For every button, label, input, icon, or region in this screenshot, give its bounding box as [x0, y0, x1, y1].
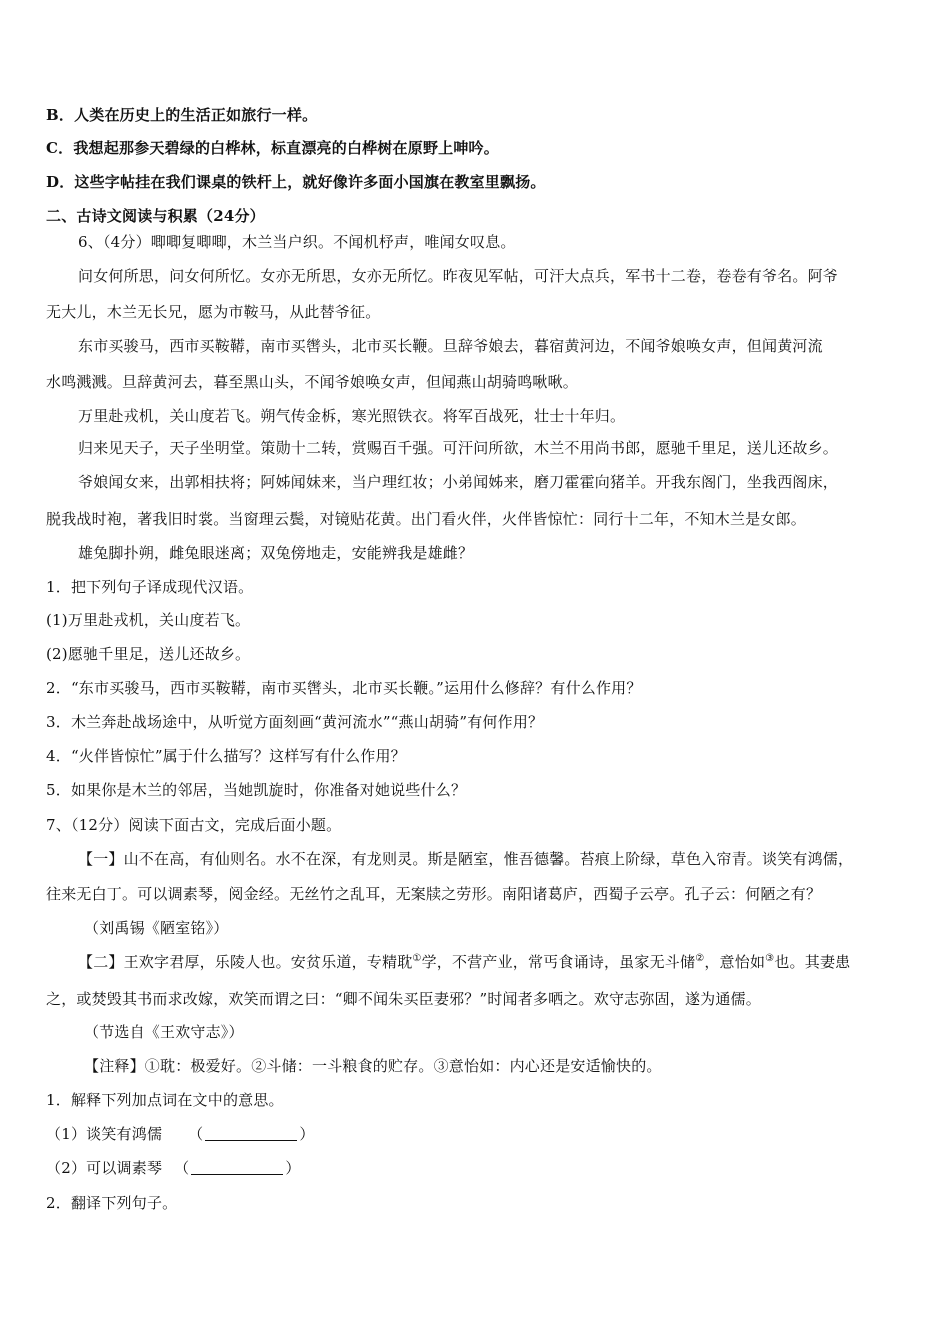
poem-line: 无大儿，木兰无长兄，愿为市鞍马，从此替爷征。 [46, 303, 381, 321]
passage-line: 往来无白丁。可以调素琴，阅金经。无丝竹之乱耳，无案牍之劳形。南阳诸葛庐，西蜀子云亭。孔子云：何陋之有？ [46, 885, 822, 903]
q6-sub2: 2．“东市买骏马，西市买鞍鞯，南市买辔头，北市买长鞭。”运用什么修辞？有什么作用？ [46, 679, 642, 697]
q6-intro: 6、（4分）唧唧复唧唧，木兰当户织。不闻机杼声，唯闻女叹息。 [78, 233, 516, 251]
poem-line: 水鸣溅溅。旦辞黄河去，暮至黑山头，不闻爷娘唤女声，但闻燕山胡骑鸣啾啾。 [46, 373, 579, 391]
passage-source: （刘禹锡《陋室铭》） [84, 919, 229, 937]
passage-line: 【二】王欢字君厚，乐陵人也。安贫乐道，专精耽①学，不营产业，常丐食诵诗，虽家无斗储②，意怡如③也。其妻患 [78, 953, 851, 971]
answer-blank[interactable] [191, 1159, 283, 1175]
passage-line: 【一】山不在高，有仙则名。水不在深，有龙则灵。斯是陋室，惟吾德馨。苔痕上阶绿，草色入帘青。谈笑有鸿儒， [78, 850, 854, 868]
section-title: 二、古诗文阅读与积累（24分） [46, 207, 265, 225]
q7-sub1a: （1）谈笑有鸿儒 （ ） [46, 1125, 315, 1143]
poem-line: 问女何所思，问女何所忆。女亦无所思，女亦无所忆。昨夜见军帖，可汗大点兵，军书十二卷，卷卷有爷名。阿爷 [78, 267, 839, 285]
q7-sub1b: （2）可以调素琴 （ ） [46, 1159, 301, 1177]
q6-sub5: 5．如果你是木兰的邻居，当她凯旋时，你准备对她说些什么？ [46, 781, 467, 799]
option-d: D．这些字帖挂在我们课桌的铁杆上，就好像许多面小国旗在教室里飘扬。 [46, 173, 546, 191]
q6-sub1b: (2)愿驰千里足，送儿还故乡。 [46, 645, 251, 663]
passage-source: （节选自《王欢守志》） [84, 1023, 244, 1041]
q6-sub3: 3．木兰奔赴战场途中，从听觉方面刻画“黄河流水”“燕山胡骑”有何作用？ [46, 713, 544, 731]
q6-sub1a: (1)万里赴戎机，关山度若飞。 [46, 611, 251, 629]
poem-line: 归来见天子，天子坐明堂。策勋十二转，赏赐百千强。可汗问所欲，木兰不用尚书郎，愿驰千里足，送儿还故乡。 [78, 439, 839, 457]
option-b: B．人类在历史上的生活正如旅行一样。 [46, 106, 318, 124]
q7-sub2: 2．翻译下列句子。 [46, 1194, 178, 1212]
poem-line: 脱我战时袍，著我旧时裳。当窗理云鬓，对镜贴花黄。出门看火伴，火伴皆惊忙：同行十二年，不知木兰是女郎。 [46, 510, 807, 528]
poem-line: 雄兔脚扑朔，雌兔眼迷离；双兔傍地走，安能辨我是雄雌？ [78, 544, 474, 562]
q7-intro: 7、（12分）阅读下面古文，完成后面小题。 [46, 816, 342, 834]
poem-line: 东市买骏马，西市买鞍鞯，南市买辔头，北市买长鞭。旦辞爷娘去，暮宿黄河边，不闻爷娘唤女声，但闻黄河流 [78, 337, 823, 355]
poem-line: 万里赴戎机，关山度若飞。朔气传金柝，寒光照铁衣。将军百战死，壮士十年归。 [78, 407, 626, 425]
notes: 【注释】①耽：极爱好。②斗储：一斗粮食的贮存。③意怡如：内心还是安适愉快的。 [84, 1057, 662, 1075]
poem-line: 爷娘闻女来，出郭相扶将；阿姊闻妹来，当户理红妆；小弟闻姊来，磨刀霍霍向猪羊。开我东阁门，坐我西阁床， [78, 473, 839, 491]
answer-blank[interactable] [205, 1125, 297, 1141]
q7-sub1: 1．解释下列加点词在文中的意思。 [46, 1091, 284, 1109]
q6-sub4: 4．“火伴皆惊忙”属于什么描写？这样写有什么作用？ [46, 747, 406, 765]
q6-sub1: 1．把下列句子译成现代汉语。 [46, 578, 254, 596]
passage-line: 之，或焚毁其书而求改嫁，欢笑而谓之曰：“卿不闻朱买臣妻邪？”时闻者多哂之。欢守志弥固，遂为通儒。 [46, 990, 761, 1008]
option-c: C．我想起那参天碧绿的白桦林，标直漂亮的白桦树在原野上呻吟。 [46, 139, 499, 157]
